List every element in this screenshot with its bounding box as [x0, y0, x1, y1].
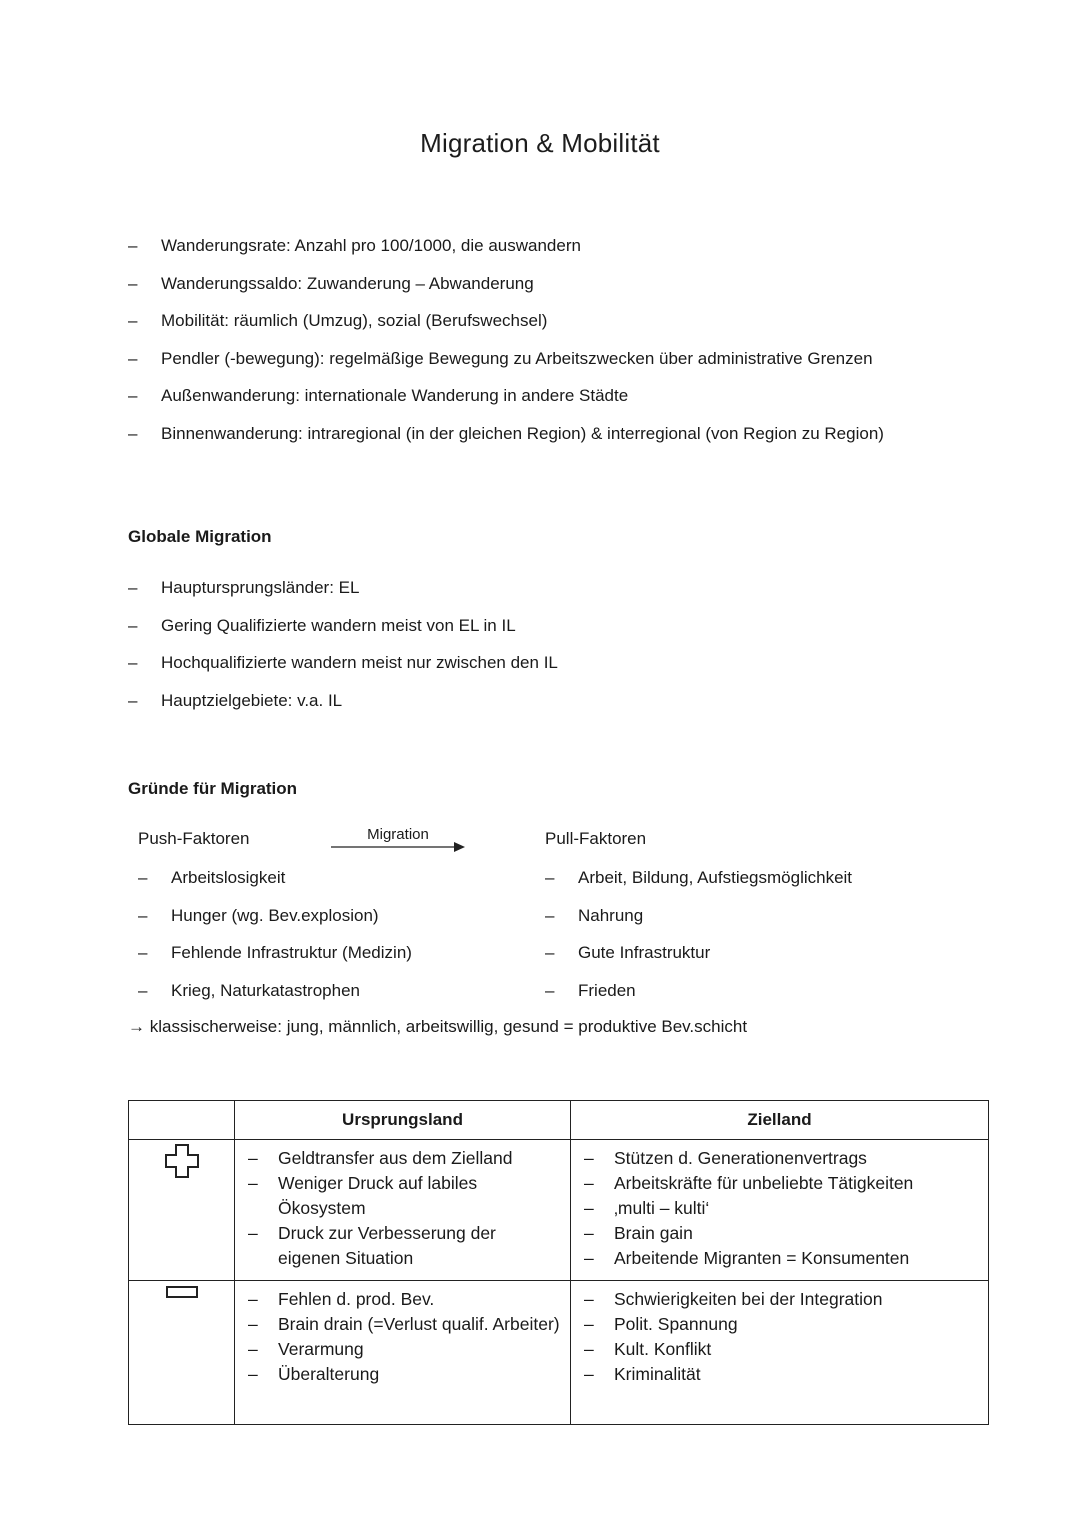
section-heading-global: Globale Migration	[128, 527, 272, 546]
list-item: – Fehlende Infrastruktur (Medizin)	[138, 942, 518, 964]
plus-target-cell	[571, 1140, 989, 1281]
list-item: – Hauptzielgebiete: v.a. IL	[128, 690, 1028, 712]
list-item: – Wanderungsrate: Anzahl pro 100/1000, die auswandern	[128, 235, 1028, 257]
list-item: – Gering Qualifizierte wandern meist von EL in IL	[128, 615, 1028, 637]
conclusion-text: → klassischerweise: jung, männlich, arbeitswillig, gesund = produktive Bev.schicht	[128, 1017, 748, 1036]
list-item: – Fehlen d. prod. Bev.	[244, 1287, 561, 1312]
list-item: – Nahrung	[545, 905, 985, 927]
pros-cons-table	[128, 1100, 989, 1425]
list-item: – Arbeitende Migranten = Konsumenten	[580, 1246, 979, 1271]
table-header-target: Zielland	[571, 1101, 989, 1140]
list-item: – Pendler (-bewegung): regelmäßige Bewegung zu Arbeitszwecken über administrative Grenzen	[128, 348, 1028, 370]
list-item: – Polit. Spannung	[580, 1312, 979, 1337]
push-heading: Push-Faktoren	[138, 829, 250, 848]
plus-origin-cell	[235, 1140, 571, 1281]
minus-cell	[129, 1281, 235, 1425]
table-header-origin: Ursprungsland	[235, 1101, 571, 1140]
list-item: – Stützen d. Generationenvertrags	[580, 1146, 979, 1171]
list-item: – Arbeit, Bildung, Aufstiegsmöglichkeit	[545, 867, 985, 889]
minus-outline-icon	[162, 1282, 202, 1302]
table-header-row	[129, 1101, 989, 1140]
list-item: – Verarmung	[244, 1337, 561, 1362]
push-list	[138, 867, 518, 1017]
list-item: – Brain gain	[580, 1221, 979, 1246]
list-item: – Außenwanderung: internationale Wanderung in andere Städte	[128, 385, 1028, 407]
list-item: – Weniger Druck auf labiles Ökosystem	[244, 1171, 561, 1221]
list-item: – Kriminalität	[580, 1362, 979, 1387]
list-item: – Krieg, Naturkatastrophen	[138, 980, 518, 1002]
pull-list	[545, 867, 985, 1017]
list-item: – Wanderungssaldo: Zuwanderung – Abwanderung	[128, 273, 1028, 295]
section-heading-reasons: Gründe für Migration	[128, 779, 298, 798]
list-item: – Schwierigkeiten bei der Integration	[580, 1287, 979, 1312]
list-item: – ‚multi – kulti‘	[580, 1196, 979, 1221]
table-row-cons	[129, 1281, 989, 1425]
list-item: – Geldtransfer aus dem Zielland	[244, 1146, 561, 1171]
list-item: – Frieden	[545, 980, 985, 1002]
list-item: – Überalterung	[244, 1362, 561, 1387]
list-item: – Gute Infrastruktur	[545, 942, 985, 964]
arrow-right-icon	[330, 840, 466, 854]
list-item: – Mobilität: räumlich (Umzug), sozial (Berufswechsel)	[128, 310, 1028, 332]
list-item: – Hochqualifizierte wandern meist nur zwischen den IL	[128, 652, 1028, 674]
list-item: – Binnenwanderung: intraregional (in der gleichen Region) & interregional (von Region zu Region)	[128, 423, 1028, 445]
plus-cell	[129, 1140, 235, 1281]
minus-target-cell	[571, 1281, 989, 1425]
table-header-empty	[129, 1101, 235, 1140]
list-item: – Arbeitskräfte für unbeliebte Tätigkeiten	[580, 1171, 979, 1196]
list-item: – Kult. Konflikt	[580, 1337, 979, 1362]
list-item: – Hauptursprungsländer: EL	[128, 577, 1028, 599]
list-item: – Brain drain (=Verlust qualif. Arbeiter)	[244, 1312, 561, 1337]
global-list	[128, 577, 1028, 727]
list-item: – Hunger (wg. Bev.explosion)	[138, 905, 518, 927]
minus-origin-cell	[235, 1281, 571, 1425]
plus-outline-icon	[162, 1141, 202, 1181]
table-row-pros	[129, 1140, 989, 1281]
migration-arrow	[330, 826, 466, 854]
list-item: – Arbeitslosigkeit	[138, 867, 518, 889]
arrow-label: Migration	[367, 826, 429, 843]
pull-heading: Pull-Faktoren	[545, 829, 647, 848]
definitions-list	[128, 235, 1028, 461]
page-title: Migration & Mobilität	[420, 128, 660, 158]
list-item: – Druck zur Verbesserung der eigenen Situation	[244, 1221, 561, 1271]
